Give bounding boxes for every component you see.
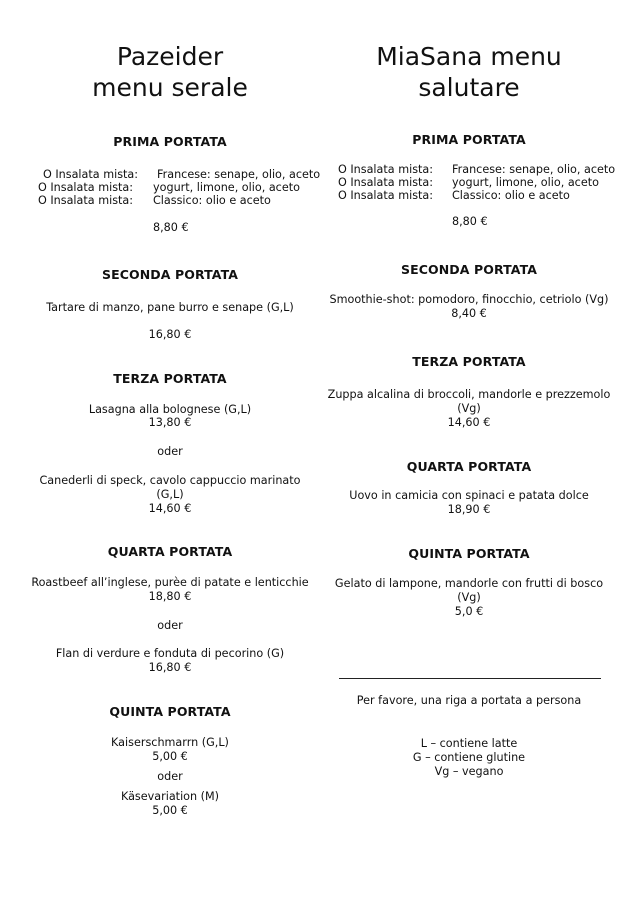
left-prima-label-1: O Insalata mista: (43, 168, 139, 181)
right-prima-label-3: O Insalata mista: (338, 189, 434, 202)
left-quarta-dish1: Roastbeef all’inglese, purèe di patate e lenticchie (31, 576, 309, 589)
left-quinta-heading: QUINTA PORTATA (109, 704, 231, 719)
left-prima-heading: PRIMA PORTATA (113, 134, 227, 149)
left-prima-label-3: O Insalata mista: (38, 194, 134, 207)
right-quinta-heading: QUINTA PORTATA (408, 546, 530, 561)
left-prima-price: 8,80 € (153, 221, 189, 234)
right-prima-desc-3: Classico: olio e aceto (452, 189, 570, 202)
right-title-line2: salutare (418, 73, 520, 102)
right-quinta-dish-line1: Gelato di lampone, mandorle con frutti di bosco (334, 577, 604, 590)
right-terza-price: 14,60 € (447, 416, 491, 429)
left-terza-price2: 14,60 € (148, 502, 192, 515)
right-quinta-price: 5,0 € (454, 605, 484, 618)
right-prima-price: 8,80 € (452, 215, 488, 228)
left-terza-dish2-line2: (G,L) (156, 488, 184, 501)
right-seconda-heading: SECONDA PORTATA (400, 262, 538, 277)
right-quinta-dish-line2: (Vg) (457, 591, 481, 604)
right-seconda-price: 8,40 € (451, 307, 487, 320)
legend-item-vegano: Vg – vegano (434, 765, 504, 778)
left-title-line1: Pazeider (116, 42, 224, 71)
right-prima-desc-1: Francese: senape, olio, aceto (452, 163, 616, 176)
right-title-line1: MiaSana menu (376, 42, 562, 71)
left-terza-dish1: Lasagna alla bolognese (G,L) (88, 403, 252, 416)
left-quinta-price2: 5,00 € (152, 804, 188, 817)
left-quinta-price1: 5,00 € (152, 750, 188, 763)
left-quarta-oder: oder (157, 619, 183, 632)
left-quinta-oder: oder (157, 770, 183, 783)
note-text: Per favore, una riga a portata a persona (356, 694, 582, 707)
right-terza-dish-line1: Zuppa alcalina di broccoli, mandorle e prezzemolo (327, 388, 611, 401)
legend-item-latte: L – contiene latte (420, 737, 518, 750)
left-terza-heading: TERZA PORTATA (113, 371, 227, 386)
left-quarta-dish2: Flan di verdure e fonduta di pecorino (G) (55, 647, 285, 660)
right-terza-dish-line2: (Vg) (457, 402, 481, 415)
divider-line (339, 678, 601, 679)
left-seconda-price: 16,80 € (148, 328, 192, 341)
left-quinta-dish1: Kaiserschmarrn (G,L) (111, 736, 229, 749)
right-quarta-heading: QUARTA PORTATA (406, 459, 532, 474)
left-seconda-dish: Tartare di manzo, pane burro e senape (G,L) (46, 301, 294, 314)
right-seconda-dish: Smoothie-shot: pomodoro, finocchio, cetriolo (Vg) (329, 293, 609, 306)
right-prima-label-1: O Insalata mista: (338, 163, 434, 176)
right-quarta-price: 18,90 € (447, 503, 491, 516)
left-quarta-heading: QUARTA PORTATA (107, 544, 233, 559)
right-prima-heading: PRIMA PORTATA (412, 132, 526, 147)
right-title (339, 41, 599, 103)
left-quarta-price1: 18,80 € (148, 590, 192, 603)
left-terza-dish2-line1: Canederli di speck, cavolo cappuccio marinato (39, 474, 301, 487)
left-quarta-price2: 16,80 € (148, 661, 192, 674)
left-title-line2: menu serale (92, 73, 248, 102)
left-terza-oder: oder (157, 445, 183, 458)
left-prima-desc-1: Francese: senape, olio, aceto (157, 168, 321, 181)
left-terza-price1: 13,80 € (148, 416, 192, 429)
left-quinta-dish2: Käsevariation (M) (120, 790, 220, 803)
right-quarta-dish: Uovo in camicia con spinaci e patata dolce (349, 489, 589, 502)
left-seconda-heading: SECONDA PORTATA (101, 267, 239, 282)
left-title (40, 41, 300, 103)
legend-item-glutine: G – contiene glutine (412, 751, 526, 764)
right-prima-label-2: O Insalata mista: (338, 176, 434, 189)
right-terza-heading: TERZA PORTATA (412, 354, 526, 369)
left-prima-label-2: O Insalata mista: (38, 181, 134, 194)
left-prima-desc-3: Classico: olio e aceto (153, 194, 271, 207)
left-prima-desc-2: yogurt, limone, olio, aceto (153, 181, 300, 194)
right-prima-desc-2: yogurt, limone, olio, aceto (452, 176, 599, 189)
